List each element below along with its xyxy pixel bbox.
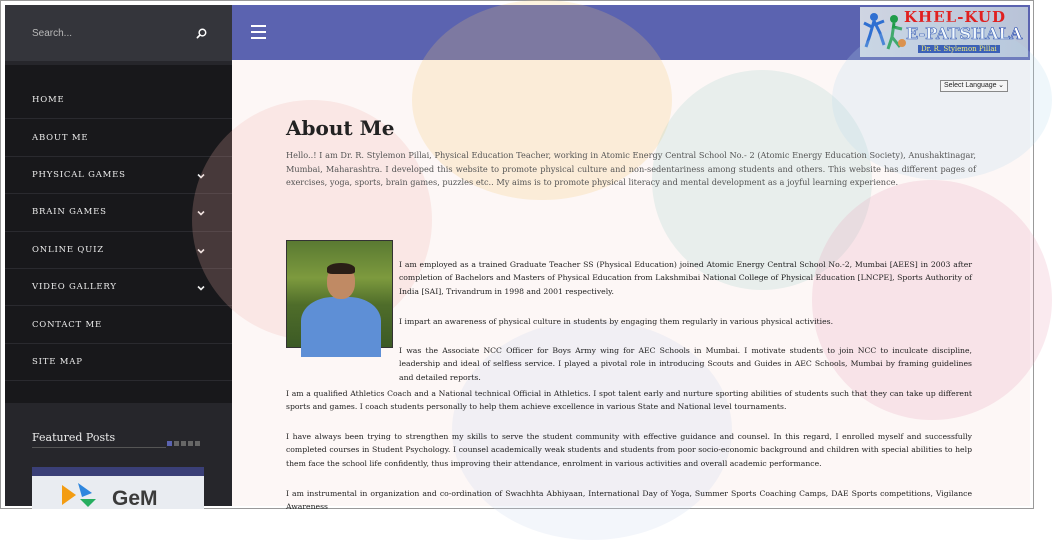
logo-line1: KHEL-KUD	[904, 8, 1007, 26]
divider	[32, 447, 166, 448]
featured-posts-title: Featured Posts	[32, 431, 116, 444]
featured-posts	[5, 403, 232, 510]
thumbnail-banner	[32, 467, 204, 476]
search-input[interactable]	[32, 23, 182, 43]
page-title: About Me	[286, 116, 395, 140]
gem-logo-icon	[58, 479, 108, 509]
menu-item-label: SITE MAP	[32, 356, 83, 367]
profile-photo	[286, 240, 393, 348]
menu-item-label: BRAIN GAMES	[32, 207, 107, 218]
carousel-dot[interactable]	[195, 441, 200, 446]
carousel-dot[interactable]	[188, 441, 193, 446]
bio-paragraph: I am instrumental in organization and co-ordination of Swachhta Abhiyaan, International Day of Yoga, Summer Sports Coaching Camps, DAE Sports competitions, Vigilance Awareness	[286, 489, 972, 512]
logo-line2: E-PATSHALA	[906, 24, 1023, 43]
carousel-dot[interactable]	[181, 441, 186, 446]
search-bar	[5, 5, 232, 61]
menu-item-about-me[interactable]	[5, 119, 232, 156]
menu-item-label: VIDEO GALLERY	[32, 282, 117, 293]
carousel-dot[interactable]	[167, 441, 172, 446]
search-button[interactable]	[191, 23, 211, 43]
menu-item-label: HOME	[32, 95, 65, 106]
menu-item-label: ABOUT ME	[32, 132, 89, 143]
chevron-down-icon[interactable]	[196, 283, 206, 293]
menu-item-site-map[interactable]	[5, 344, 232, 381]
menu-item-home[interactable]	[5, 82, 232, 119]
bio-paragraph: I am employed as a trained Graduate Teacher SS (Physical Education) joined Atomic Energy Central School No.-2, Mumbai [AEES] in 2003 after completion of Bachelors and Masters of Physical Education from Lakshmibai National College of Physical Education [LNCPE], Sports Authority of India [SAI], Trivandrum in 1998 and 2001 respectively.	[399, 260, 972, 296]
chevron-down-icon: ⌄	[998, 82, 1004, 89]
bio-paragraph: I was the Associate NCC Officer for Boys Army wing for AEC Schools in Mumbai. I motivate students to join NCC to inculcate discipline, leadership and ideal of selfless service. I played a pivotal role in introducing Scouts and Guides in AEC Schools, Mumbai by framing guidelines and detailed reports.	[399, 346, 972, 382]
menu-item-label: ONLINE QUIZ	[32, 244, 104, 255]
main-content	[232, 60, 1030, 512]
carousel-dot[interactable]	[174, 441, 179, 446]
carousel-dots	[167, 441, 200, 446]
thumbnail-text: GeM	[112, 487, 158, 510]
language-select-value: Select Language	[944, 82, 997, 89]
hamburger-menu-icon[interactable]	[251, 25, 266, 39]
intro-paragraph: Hello..! I am Dr. R. Stylemon Pillai, Physical Education Teacher, working in Atomic Energy Central School No.- 2 (Atomic Energy Education Society), Anushaktinagar, Mumbai, Maharashtra. I developed this website to promote physical culture and non-sedentariness among students and others. This website has different pages of exercises, yoga, sports, brain games, puzzles etc.. My aims is to promote physical literacy and mental development as a joyful learning experience.	[286, 150, 976, 187]
logo-byline: Dr. R. Stylemon Pillai	[918, 45, 1000, 53]
menu-item-contact-me[interactable]	[5, 306, 232, 343]
menu-item-video-gallery[interactable]	[5, 269, 232, 306]
menu-item-label: PHYSICAL GAMES	[32, 169, 126, 180]
bio-paragraph: I have always been trying to strengthen my skills to serve the student community with effective guidance and counsel. In this regard, I enrolled myself and successfully completed courses in Student Psychology. I counsel academically weak students and students from poor socio-economic background and children with special abilities to help them face the school life confidently, thus improving their attendance, enrolment in various activities and overall academic performance.	[286, 432, 972, 468]
bio-paragraph: I am a qualified Athletics Coach and a National technical Official in Athletics. I spot talent early and nurture sporting abilities of students such that they can take up different sports and games. I coach students personally to help them achieve excellence in various State and National level tournaments.	[286, 389, 972, 412]
language-select[interactable]	[940, 80, 1008, 92]
search-icon	[196, 28, 207, 39]
featured-post-thumbnail[interactable]	[32, 467, 204, 509]
bio-paragraph: I impart an awareness of physical culture in students by engaging them regularly in various physical activities.	[399, 317, 834, 326]
menu-item-label: CONTACT ME	[32, 319, 103, 330]
